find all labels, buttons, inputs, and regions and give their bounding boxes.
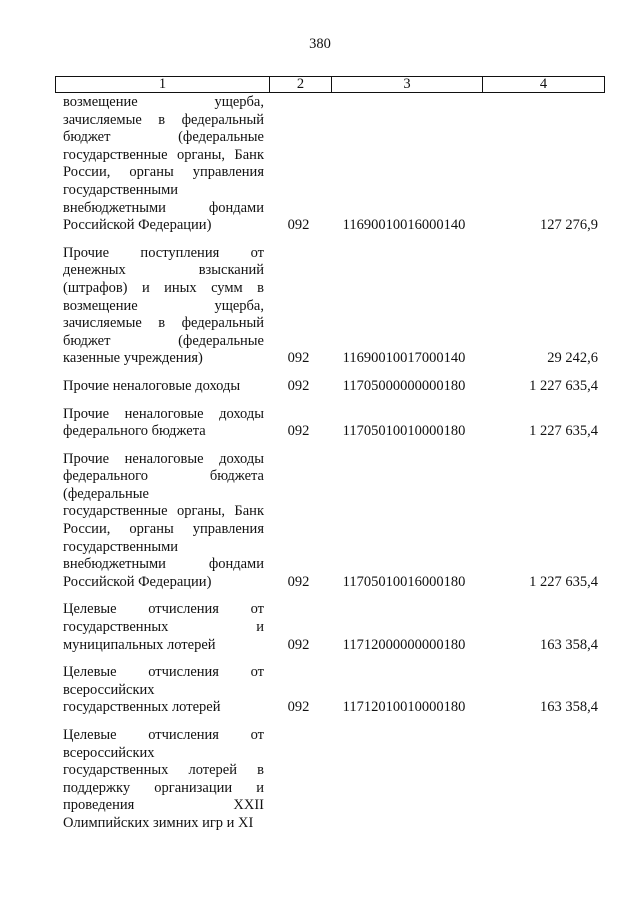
description-line: всероссийских [63, 744, 155, 761]
row-description [55, 664, 268, 717]
table-row [55, 245, 600, 368]
amount: 29 242,6 [547, 350, 598, 367]
description-line: Олимпийских зимних игр и XI [63, 814, 254, 831]
description-line: зачисляемые в федеральный [63, 315, 264, 332]
column-header-table [55, 76, 605, 93]
description-line: государственные органы, Банк [63, 503, 264, 520]
description-line: России, органы управления [63, 521, 264, 538]
amount: 163 358,4 [540, 636, 598, 653]
amount: 1 227 635,4 [529, 573, 598, 590]
admin-code: 092 [287, 573, 310, 590]
amount: 163 358,4 [540, 699, 598, 716]
column-header-4: 4 [483, 77, 605, 93]
description-line: бюджет (федеральные [63, 332, 264, 349]
description-line: Прочие неналоговые доходы [63, 450, 264, 467]
row-description [55, 94, 268, 235]
description-line: Российской Федерации) [63, 573, 212, 590]
page-number: 380 [309, 36, 331, 52]
admin-code: 092 [287, 217, 310, 234]
table-row [55, 601, 600, 654]
description-line: муниципальных лотерей [63, 636, 216, 653]
table-row [55, 664, 600, 717]
column-header-3: 3 [332, 77, 483, 93]
table-row [55, 406, 600, 441]
row-description [55, 245, 268, 368]
description-line: Целевые отчисления от [63, 664, 264, 681]
budget-classification-code: 11705000000000180 [342, 377, 466, 394]
description-line: государственных лотерей [63, 699, 221, 716]
description-line: государственных лотерей в [63, 762, 264, 779]
budget-classification-code: 11712000000000180 [342, 636, 466, 653]
table-row [55, 451, 600, 592]
description-line: России, органы управления [63, 164, 264, 181]
amount: 1 227 635,4 [529, 423, 598, 440]
description-line: федерального бюджета [63, 468, 264, 485]
admin-code: 092 [287, 350, 310, 367]
description-line: поддержку организации и [63, 779, 264, 796]
column-header-2: 2 [270, 77, 332, 93]
budget-classification-code: 11690010016000140 [342, 217, 466, 234]
description-line: государственные органы, Банк [63, 146, 264, 163]
description-line: (федеральные [63, 485, 149, 502]
description-line: всероссийских [63, 681, 155, 698]
description-line: Российской Федерации) [63, 217, 212, 234]
description-line: Прочие неналоговые доходы [63, 405, 264, 422]
amount: 1 227 635,4 [529, 377, 598, 394]
admin-code: 092 [287, 423, 310, 440]
column-header-row [56, 77, 605, 93]
admin-code: 092 [287, 699, 310, 716]
row-description [55, 406, 268, 441]
description-line: Целевые отчисления от [63, 727, 264, 743]
budget-classification-code: 11712010010000180 [342, 699, 466, 716]
description-line: государственными [63, 181, 179, 198]
description-line: денежных взысканий [63, 262, 264, 279]
admin-code: 092 [287, 636, 310, 653]
table-body [55, 94, 600, 843]
row-description [55, 601, 268, 654]
description-line: возмещение ущерба, [63, 94, 264, 110]
description-line: государственными [63, 538, 179, 555]
description-line: государственных и [63, 619, 264, 636]
description-line: Прочие поступления от [63, 244, 264, 261]
amount: 127 276,9 [540, 217, 598, 234]
description-line: казенные учреждения) [63, 350, 203, 367]
budget-classification-code: 11705010016000180 [342, 573, 466, 590]
row-description [55, 451, 268, 592]
column-header-1: 1 [56, 77, 270, 93]
table-row [55, 378, 600, 396]
admin-code: 092 [287, 377, 310, 394]
description-line: федерального бюджета [63, 423, 206, 440]
description-line: бюджет (федеральные [63, 129, 264, 146]
description-line: Прочие неналоговые доходы [63, 377, 241, 394]
budget-classification-code: 11705010010000180 [342, 423, 466, 440]
description-line: (штрафов) и иных сумм в [63, 279, 264, 296]
description-line: Целевые отчисления от [63, 601, 264, 618]
table-row [55, 727, 600, 833]
table-row [55, 94, 600, 235]
description-line: внебюджетными фондами [63, 556, 264, 573]
description-line: возмещение ущерба, [63, 297, 264, 314]
row-description [55, 378, 268, 396]
row-description [55, 727, 268, 833]
budget-classification-code: 11690010017000140 [342, 350, 466, 367]
description-line: внебюджетными фондами [63, 199, 264, 216]
description-line: зачисляемые в федеральный [63, 111, 264, 128]
description-line: проведения XXII [63, 797, 264, 814]
